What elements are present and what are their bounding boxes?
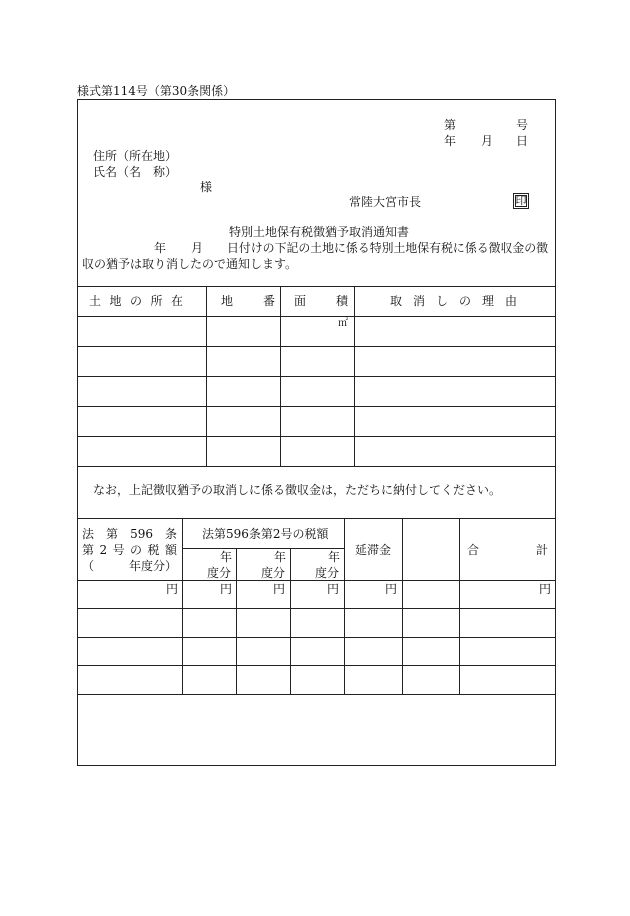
body-year: 年	[154, 241, 167, 255]
number-go: 号	[516, 118, 529, 132]
body-line1: 日付けの下記の土地に係る特別土地保有税に係る徴収金の徴	[227, 241, 549, 255]
yen-6: 円	[539, 582, 552, 596]
name-label: 氏名（名 称）	[93, 165, 178, 179]
date-year: 年	[444, 134, 457, 148]
document-title: 特別土地保有税徴猶予取消通知書	[229, 225, 410, 239]
body-month: 月	[191, 241, 204, 255]
seal-label: 印	[515, 194, 527, 207]
yen-3: 円	[273, 582, 286, 596]
header-lot-number: 地 番	[221, 294, 278, 308]
number-dai: 第	[444, 118, 457, 132]
form-number: 様式第114号（第30条関係）	[77, 84, 236, 98]
law-tax-line3: （ 年度分）	[82, 559, 177, 573]
law-tax-line1: 法 第 596 条	[82, 527, 177, 541]
seal-stamp	[513, 193, 529, 209]
area-unit: ㎡	[338, 318, 348, 329]
sama-label: 様	[200, 180, 213, 194]
body-line2: 収の猶予は取り消したので通知します。	[82, 257, 298, 271]
total-header: 合 計	[467, 543, 548, 557]
group-header: 法第596条第2号の税額	[202, 527, 329, 541]
header-location-text: 土地の所在	[89, 294, 192, 308]
date-month: 月	[481, 134, 494, 148]
year-unit-2: 度分	[261, 566, 286, 580]
yen-4: 円	[327, 582, 340, 596]
address-label: 住所（所在地）	[93, 149, 178, 163]
header-location	[89, 294, 195, 308]
late-fee-header: 延滞金	[355, 543, 392, 557]
issuer-label: 常陸大宮市長	[349, 195, 422, 209]
yen-5: 円	[385, 582, 398, 596]
year-unit-1: 度分	[207, 566, 232, 580]
yen-1: 円	[166, 582, 179, 596]
date-day: 日	[516, 134, 529, 148]
notice-text: なお，上記徴収猶予の取消しに係る徴収金は，ただちに納付してください。	[93, 483, 502, 497]
yen-2: 円	[220, 582, 233, 596]
header-cancel-reason: 取消しの理由	[390, 294, 529, 308]
law-tax-line2: 第 2 号 の 税 額	[82, 543, 177, 557]
header-area: 面 積	[294, 294, 351, 308]
year-unit-3: 度分	[315, 566, 340, 580]
